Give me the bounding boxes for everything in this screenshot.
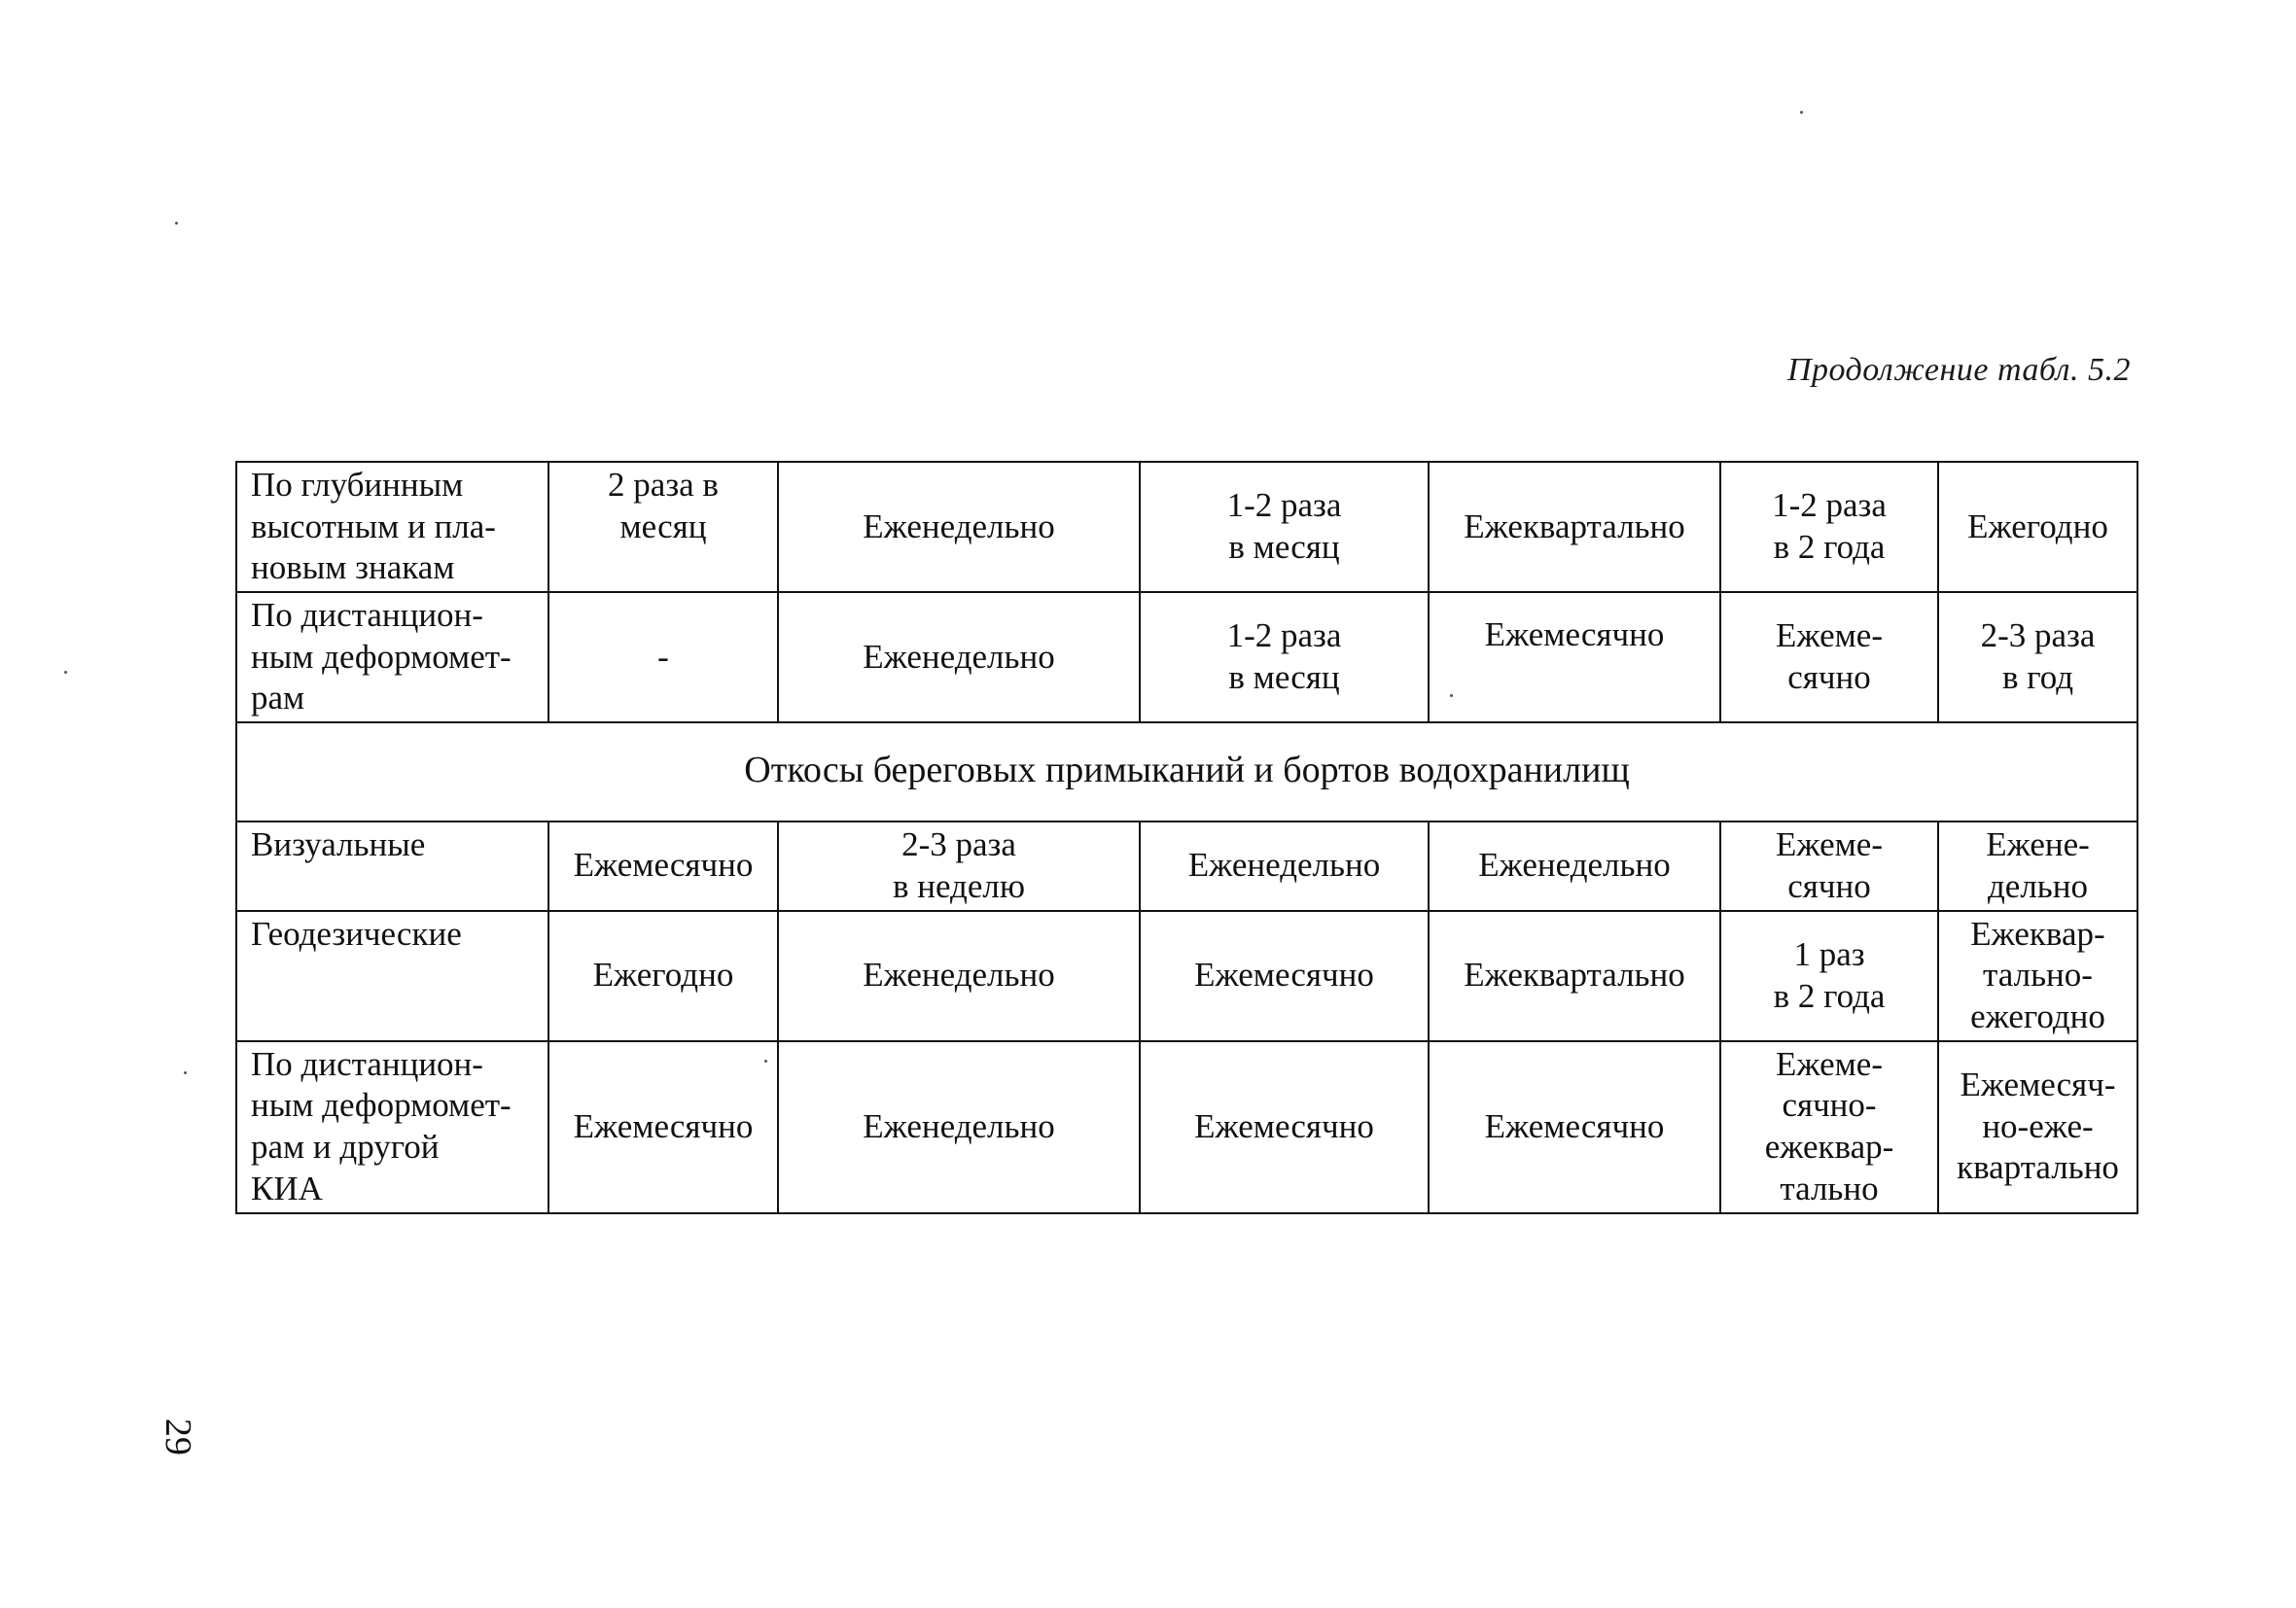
table-cell: Ежемесячно bbox=[1429, 592, 1720, 722]
section-title: Откосы береговых примыканий и бортов водохранилищ bbox=[236, 722, 2137, 821]
row-label: Визуальные bbox=[236, 821, 548, 910]
table-row bbox=[236, 911, 2137, 1041]
table-cell: Еженедельно bbox=[778, 911, 1140, 1041]
table-cell: Ежеквар- тально- ежегодно bbox=[1938, 911, 2137, 1041]
table-row bbox=[236, 1041, 2137, 1213]
scan-speck bbox=[64, 671, 67, 674]
monitoring-frequency-table bbox=[235, 461, 2138, 1214]
table-cell: Ежене- дельно bbox=[1938, 821, 2137, 910]
table-cell: Ежемесячно bbox=[548, 1041, 778, 1213]
scan-speck bbox=[1800, 111, 1803, 114]
table-cell: 1-2 раза в месяц bbox=[1140, 462, 1429, 592]
table-cell: Ежеме- сячно bbox=[1720, 821, 1938, 910]
scan-speck bbox=[175, 222, 178, 225]
table-cell: Ежемесяч- но-еже- квартально bbox=[1938, 1041, 2137, 1213]
table-cell: Еженедельно bbox=[778, 1041, 1140, 1213]
table-cell: Ежеквартально bbox=[1429, 462, 1720, 592]
table-cell: Ежегодно bbox=[548, 911, 778, 1041]
table-continuation-caption: Продолжение табл. 5.2 bbox=[1786, 352, 2131, 388]
scan-speck bbox=[184, 1071, 187, 1074]
table-cell: 2-3 раза в год bbox=[1938, 592, 2137, 722]
section-header-row bbox=[236, 722, 2137, 821]
table-cell: Еженедельно bbox=[1140, 821, 1429, 910]
table-cell: Ежемесячно bbox=[1140, 1041, 1429, 1213]
table-cell: - bbox=[548, 592, 778, 722]
table-cell: Ежемесячно bbox=[548, 821, 778, 910]
scan-speck bbox=[764, 1060, 767, 1063]
table-cell: Ежеме- сячно- ежеквар- тально bbox=[1720, 1041, 1938, 1213]
table-cell: Ежеквартально bbox=[1429, 911, 1720, 1041]
table-cell: 2 раза в месяц bbox=[548, 462, 778, 592]
row-label: По глубинным высотным и пла- новым знакам bbox=[236, 462, 548, 592]
table-cell: Еженедельно bbox=[778, 462, 1140, 592]
table-cell: Ежемесячно bbox=[1429, 1041, 1720, 1213]
table-cell: Ежемесячно bbox=[1140, 911, 1429, 1041]
table-cell: Еженедельно bbox=[1429, 821, 1720, 910]
page-number: 29 bbox=[158, 1418, 198, 1455]
table-cell: 2-3 раза в неделю bbox=[778, 821, 1140, 910]
scan-speck bbox=[1450, 694, 1453, 697]
table-cell: 1-2 раза в 2 года bbox=[1720, 462, 1938, 592]
table-row bbox=[236, 592, 2137, 722]
table-row bbox=[236, 821, 2137, 910]
table-cell: Ежеме- сячно bbox=[1720, 592, 1938, 722]
row-label: По дистанцион- ным деформомет- рам bbox=[236, 592, 548, 722]
table-cell: 1 раз в 2 года bbox=[1720, 911, 1938, 1041]
table-row bbox=[236, 462, 2137, 592]
table-cell: Еженедельно bbox=[778, 592, 1140, 722]
row-label: Геодезические bbox=[236, 911, 548, 1041]
table-cell: Ежегодно bbox=[1938, 462, 2137, 592]
row-label: По дистанцион- ным деформомет- рам и другой КИА bbox=[236, 1041, 548, 1213]
table-cell: 1-2 раза в месяц bbox=[1140, 592, 1429, 722]
